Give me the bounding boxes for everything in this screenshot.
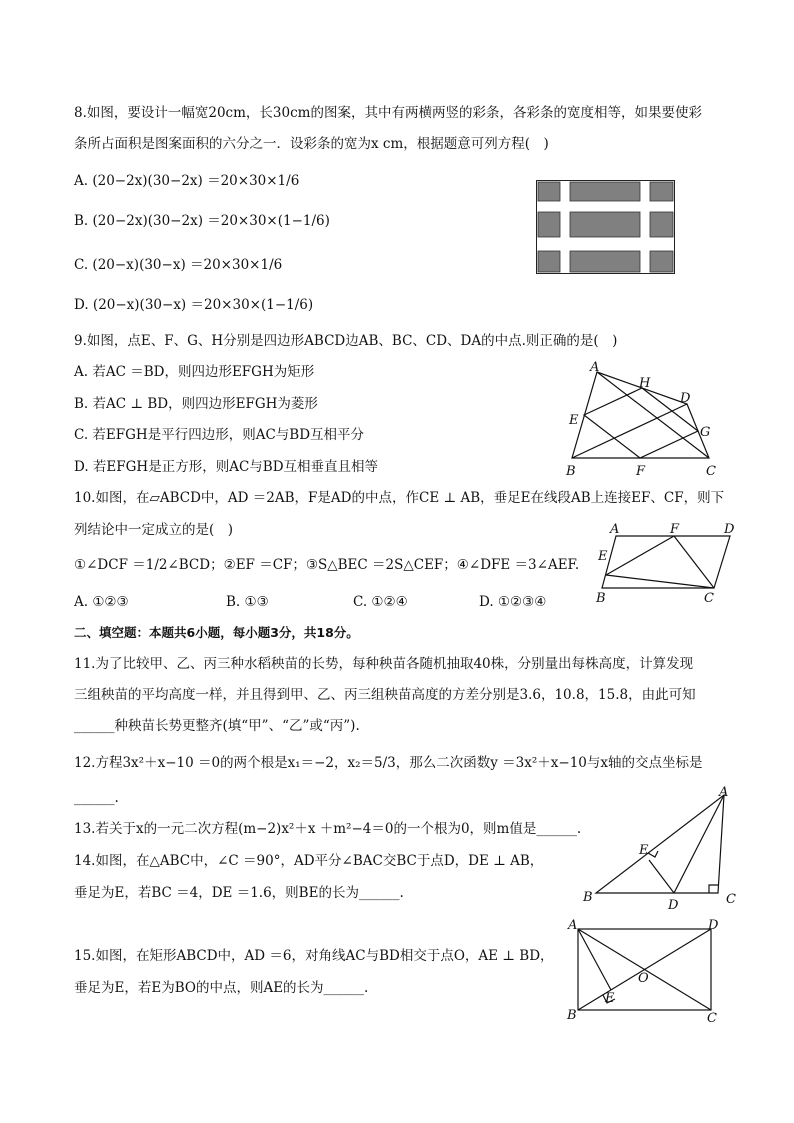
q8-option-a: A. (20−2x)(30−2x) ＝20×30×1/6: [74, 173, 300, 189]
q9-label-e: E: [569, 413, 579, 428]
q9-option-d: D. 若EFGH是正方形，则AC与BD互相垂直且相等: [74, 459, 379, 475]
q9-label-a: A: [590, 360, 600, 375]
q10-label-d: D: [724, 522, 735, 537]
q10-label-f: F: [670, 522, 680, 537]
q15-label-e: E: [605, 991, 615, 1006]
q14-label-d: D: [668, 898, 679, 912]
q9-option-b: B. 若AC ⊥ BD，则四边形EFGH为菱形: [74, 396, 318, 412]
q8-option-d: D. (20−x)(30−x) ＝20×30×(1−1/6): [74, 297, 314, 313]
q13-text: 13.若关于x的一元二次方程(m−2)x²＋x ＋m²−4＝0的一个根为0，则m值是______.: [74, 821, 582, 837]
q10-option-c: C. ①②④: [353, 594, 408, 610]
q14-line2: 垂足为E，若BC ＝4，DE ＝1.6，则BE的长为______.: [74, 885, 404, 901]
q15-label-a: A: [568, 918, 578, 933]
q9-option-c: C. 若EFGH是平行四边形，则AC与BD互相平分: [74, 427, 365, 443]
q15-label-c: C: [707, 1011, 717, 1026]
q11-line2: 三组秧苗的平均高度一样，并且得到甲、乙、丙三组秧苗高度的方差分别是3.6，10.8，15.8，由此可知: [74, 687, 696, 703]
q10-option-b: B. ①③: [226, 594, 269, 610]
section-2-heading: 二、填空题：本题共6小题，每小题3分，共18分。: [74, 625, 359, 640]
q11-line3: ______种秧苗长势更整齐(填“甲”、“乙”或“丙”).: [74, 718, 360, 734]
q15-label-o: O: [638, 971, 649, 986]
q8-option-c: C. (20−x)(30−x) ＝20×30×1/6: [74, 257, 283, 273]
q9-label-h: H: [639, 376, 651, 391]
q14-line1: 14.如图，在△ABC中，∠C ＝90°，AD平分∠BAC交BC于点D，DE ⊥ AB，: [74, 853, 544, 869]
q9-label-g: G: [700, 425, 711, 440]
q8-figure: [536, 180, 676, 275]
q14-figure: [578, 780, 743, 912]
q10-label-e: E: [598, 549, 608, 564]
q8-stem-line1: 8.如图，要设计一幅宽20cm，长30cm的图案，其中有两横两竖的彩条，各彩条的宽度相等，如果要使彩: [74, 105, 702, 121]
q10-option-d: D. ①②③④: [479, 594, 547, 610]
q10-stem-line1: 10.如图，在▱ABCD中，AD ＝2AB，F是AD的中点，作CE ⊥ AB，垂足E在线段AB上连接EF、CF，则下: [74, 490, 725, 506]
q10-stem-line2: 列结论中一定成立的是( ): [74, 522, 234, 538]
q14-label-b: B: [583, 890, 593, 905]
q15-label-d: D: [708, 918, 719, 933]
q10-figure: [594, 518, 744, 608]
q8-stem-line2: 条所占面积是图案面积的六分之一．设彩条的宽为x cm，根据题意可列方程( ): [74, 136, 549, 152]
q10-option-a: A. ①②③: [74, 594, 129, 610]
q9-figure: [560, 358, 726, 480]
q9-label-d: D: [680, 391, 691, 406]
q9-option-a: A. 若AC ＝BD，则四边形EFGH为矩形: [74, 364, 315, 380]
q14-label-a: A: [719, 785, 729, 800]
q14-label-c: C: [726, 892, 736, 907]
q11-line1: 11.为了比较甲、乙、丙三种水稻秧苗的长势，每种秧苗各随机抽取40株，分别量出每株高度，计算发现: [74, 656, 694, 672]
q9-stem: 9.如图，点E、F、G、H分别是四边形ABCD边AB、BC、CD、DA的中点.则正确的是( ): [74, 333, 618, 349]
q9-label-b: B: [566, 464, 576, 479]
q15-label-b: B: [567, 1008, 577, 1023]
q9-label-f: F: [636, 464, 646, 479]
q15-line1: 15.如图，在矩形ABCD中，AD ＝6，对角线AC与BD相交于点O，AE ⊥ BD，: [74, 948, 554, 964]
q12-line2: ______.: [74, 790, 119, 806]
q14-label-e: E: [639, 843, 649, 858]
q12-line1: 12.方程3x²＋x−10 ＝0的两个根是x₁＝−2，x₂＝5/3，那么二次函数y ＝3x²＋x−10与x轴的交点坐标是: [74, 755, 703, 771]
q10-statements: ①∠DCF ＝1/2∠BCD；②EF ＝CF；③S△BEC ＝2S△CEF；④∠DFE ＝3∠AEF.: [74, 557, 580, 573]
q8-option-b: B. (20−2x)(30−2x) ＝20×30×(1−1/6): [74, 213, 330, 229]
q10-label-a: A: [610, 522, 620, 537]
q10-label-c: C: [704, 591, 714, 606]
q9-label-c: C: [706, 464, 716, 479]
q15-line2: 垂足为E，若E为BO的中点，则AE的长为______.: [74, 980, 369, 996]
q10-label-b: B: [596, 591, 606, 606]
q15-figure: [562, 915, 732, 1027]
